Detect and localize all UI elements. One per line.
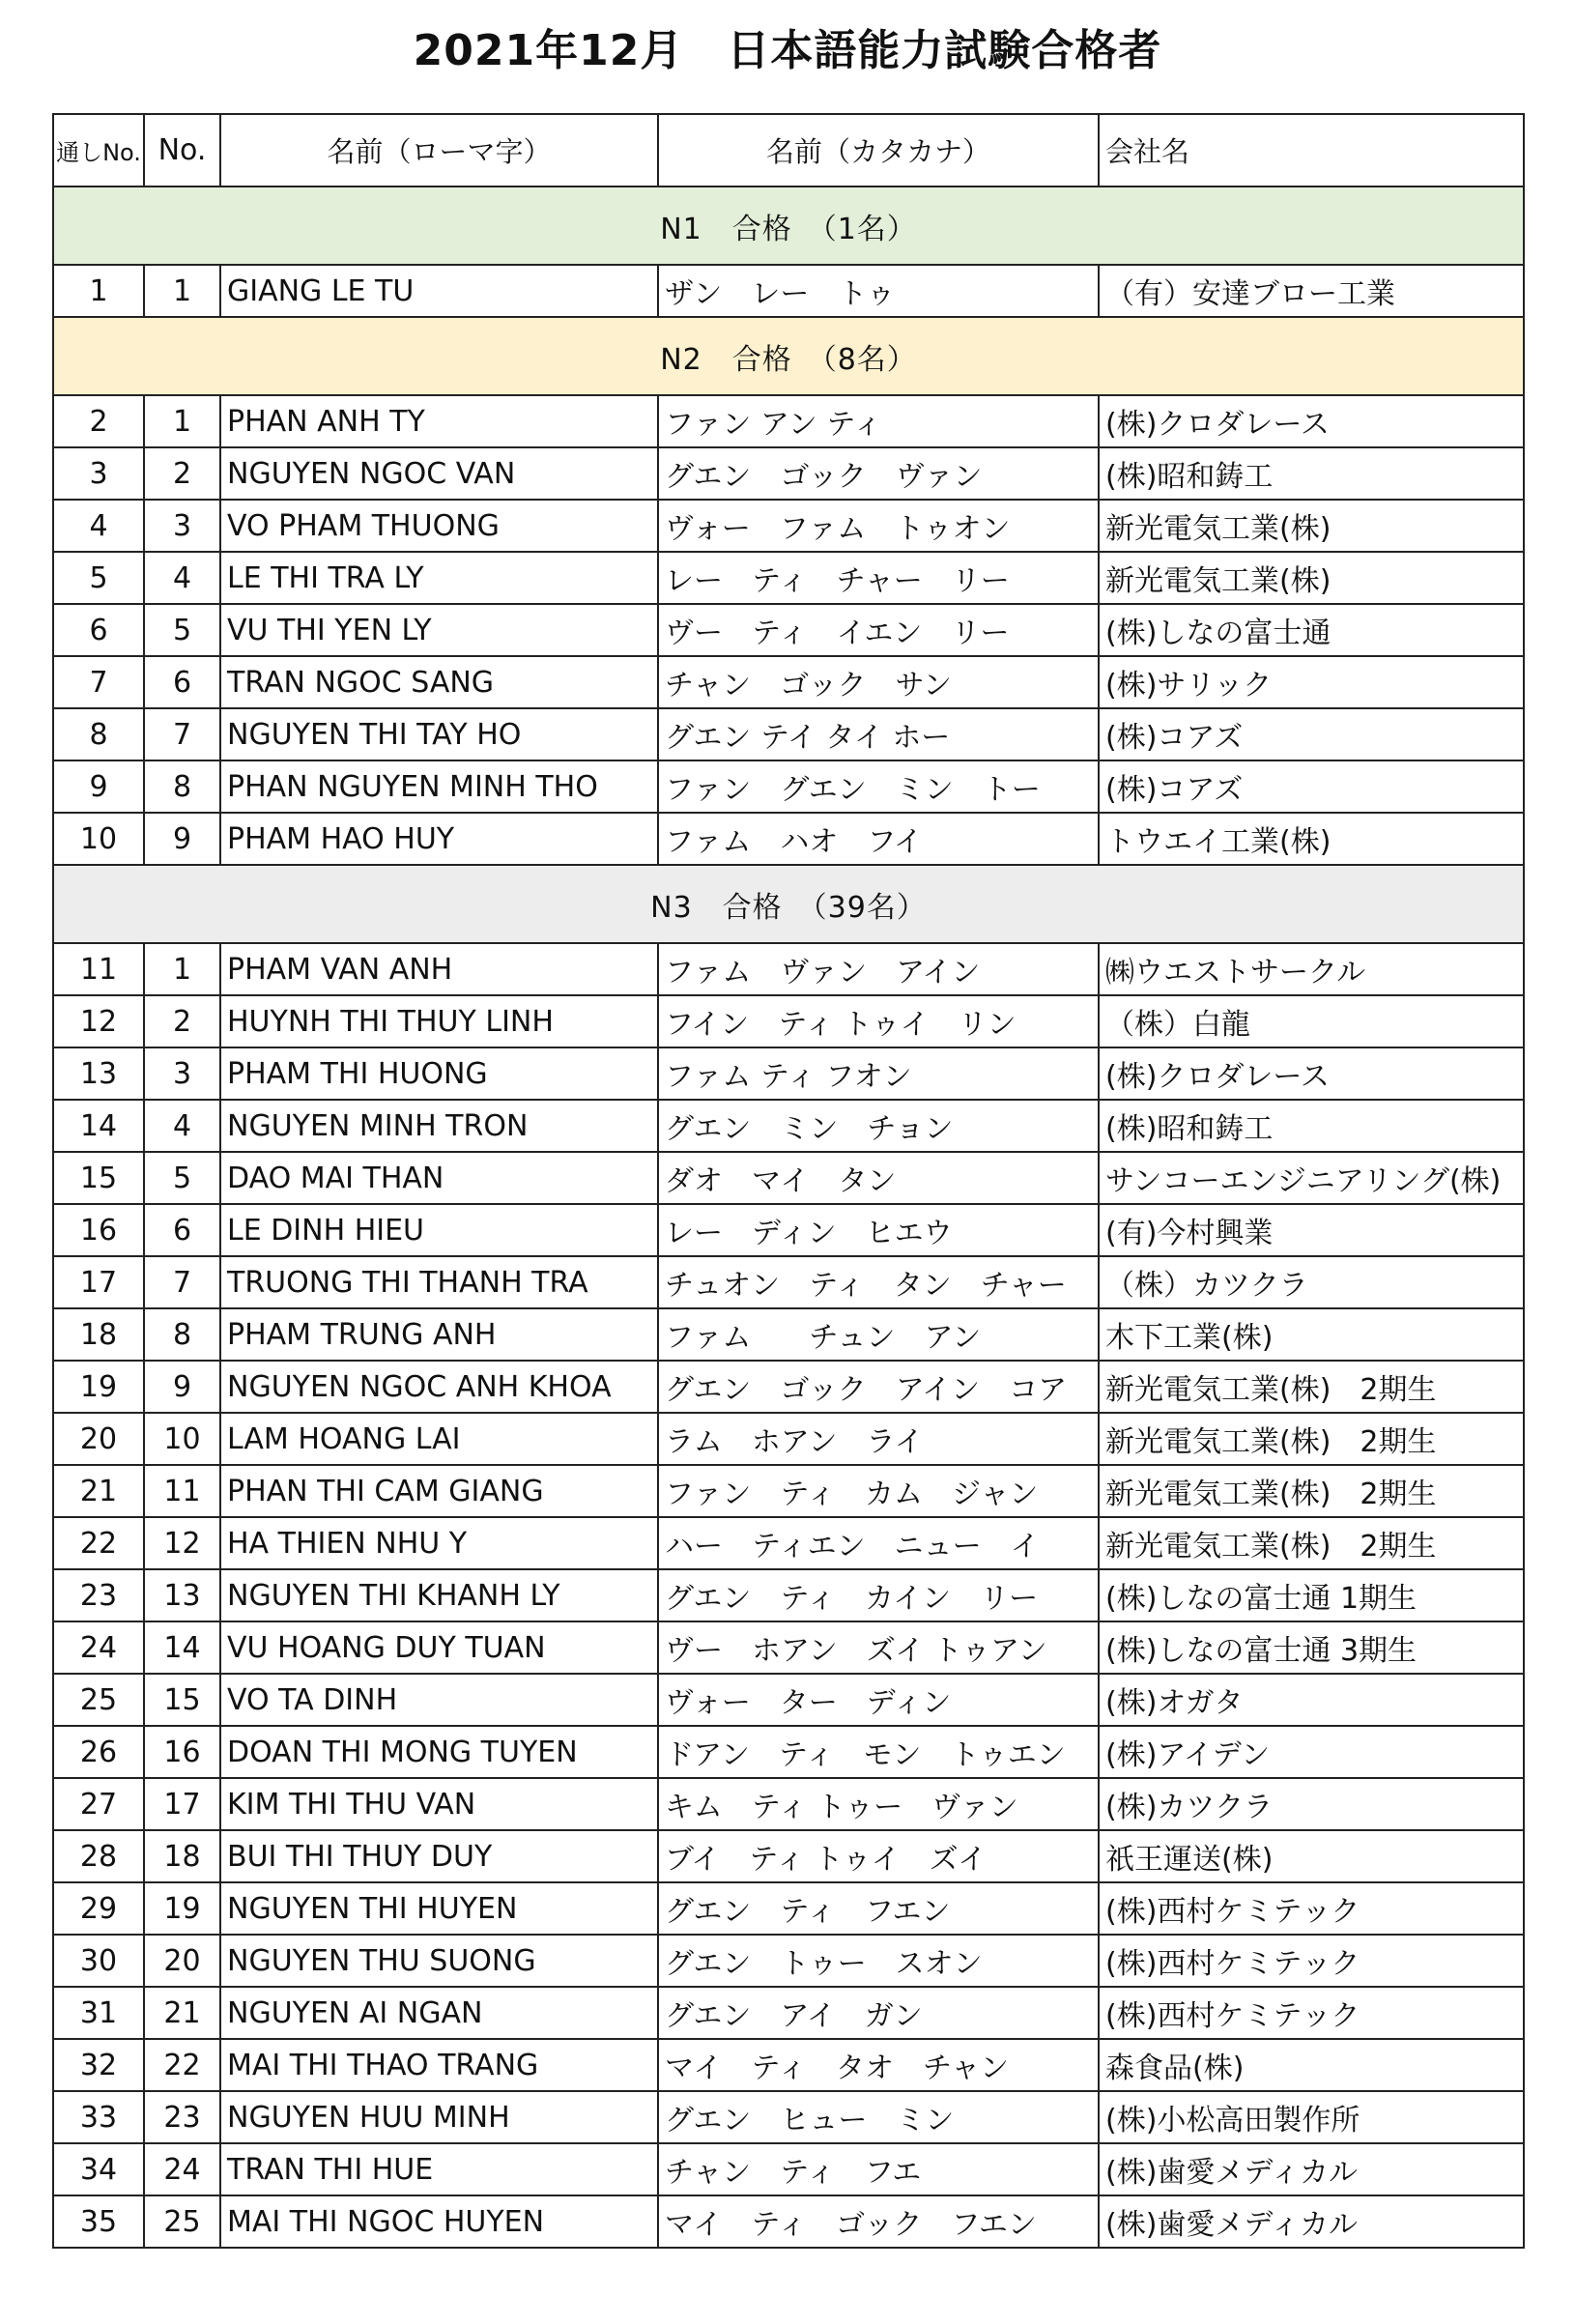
table-row: [53, 604, 1524, 656]
cell-name-romaji: PHAM TRUNG ANH: [220, 1308, 658, 1361]
cell-no: 20: [144, 1935, 220, 1987]
cell-name-katakana: ファン アン ティ: [658, 395, 1099, 447]
cell-seq-no: 4: [53, 500, 144, 552]
cell-seq-no: 12: [53, 995, 144, 1047]
cell-name-romaji: HA THIEN NHU Y: [220, 1517, 658, 1569]
table-row: [53, 995, 1524, 1047]
cell-name-romaji: NGUYEN NGOC VAN: [220, 447, 658, 500]
table-row: [53, 1935, 1524, 1987]
cell-name-katakana: レー ディン ヒエウ: [658, 1204, 1099, 1256]
cell-company: 新光電気工業(株): [1099, 500, 1524, 552]
cell-name-katakana: チュオン ティ タン チャー: [658, 1256, 1099, 1308]
cell-name-romaji: HUYNH THI THUY LINH: [220, 995, 658, 1047]
page-title: 2021年12月 日本語能力試験合格者: [413, 26, 1162, 75]
cell-seq-no: 19: [53, 1361, 144, 1413]
cell-name-katakana: グエン トゥー スオン: [658, 1935, 1099, 1987]
header-row: [53, 114, 1524, 186]
cell-seq-no: 7: [53, 656, 144, 708]
cell-name-romaji: KIM THI THU VAN: [220, 1778, 658, 1830]
cell-no: 2: [144, 995, 220, 1047]
table-row: [53, 1047, 1524, 1100]
cell-no: 6: [144, 656, 220, 708]
table-row: [53, 1987, 1524, 2039]
cell-seq-no: 29: [53, 1882, 144, 1935]
cell-no: 1: [144, 395, 220, 447]
cell-no: 1: [144, 265, 220, 317]
cell-name-katakana: グエン ヒュー ミン: [658, 2091, 1099, 2143]
cell-seq-no: 34: [53, 2143, 144, 2195]
cell-no: 6: [144, 1204, 220, 1256]
table-row: [53, 760, 1524, 813]
cell-no: 10: [144, 1413, 220, 1465]
cell-seq-no: 21: [53, 1465, 144, 1517]
cell-company: 新光電気工業(株) 2期生: [1099, 1413, 1524, 1465]
cell-name-romaji: VO PHAM THUONG: [220, 500, 658, 552]
cell-name-romaji: LE DINH HIEU: [220, 1204, 658, 1256]
cell-company: (株)しなの富士通 1期生: [1099, 1569, 1524, 1621]
cell-seq-no: 25: [53, 1674, 144, 1726]
cell-name-romaji: MAI THI THAO TRANG: [220, 2039, 658, 2091]
cell-no: 16: [144, 1726, 220, 1778]
header-seq-no: 通しNo.: [53, 114, 144, 186]
cell-no: 7: [144, 1256, 220, 1308]
table-row: [53, 1204, 1524, 1256]
table-row: [53, 2039, 1524, 2091]
cell-seq-no: 27: [53, 1778, 144, 1830]
cell-no: 9: [144, 813, 220, 865]
cell-seq-no: 23: [53, 1569, 144, 1621]
cell-company: (株)西村ケミテック: [1099, 1987, 1524, 2039]
cell-company: (株)西村ケミテック: [1099, 1882, 1524, 1935]
cell-name-katakana: ザン レー トゥ: [658, 265, 1099, 317]
cell-no: 14: [144, 1621, 220, 1674]
cell-no: 8: [144, 1308, 220, 1361]
table-row: [53, 2143, 1524, 2195]
cell-company: (株)オガタ: [1099, 1674, 1524, 1726]
cell-seq-no: 35: [53, 2195, 144, 2248]
cell-name-romaji: GIANG LE TU: [220, 265, 658, 317]
cell-company: (株)カツクラ: [1099, 1778, 1524, 1830]
cell-name-katakana: ハー ティエン ニュー イ: [658, 1517, 1099, 1569]
table-row: [53, 1152, 1524, 1204]
section-header-row: [53, 865, 1524, 943]
table-row: [53, 1726, 1524, 1778]
cell-company: (株)歯愛メディカル: [1099, 2195, 1524, 2248]
cell-name-romaji: NGUYEN MINH TRON: [220, 1100, 658, 1152]
cell-name-romaji: DAO MAI THAN: [220, 1152, 658, 1204]
section-label: N3 合格 （39名）: [53, 865, 1524, 943]
section-label: N1 合格 （1名）: [53, 186, 1524, 265]
cell-seq-no: 16: [53, 1204, 144, 1256]
header-name-romaji: 名前（ローマ字）: [220, 114, 658, 186]
cell-seq-no: 31: [53, 1987, 144, 2039]
table-row: [53, 395, 1524, 447]
table-row: [53, 265, 1524, 317]
table-row: [53, 943, 1524, 995]
cell-name-romaji: MAI THI NGOC HUYEN: [220, 2195, 658, 2248]
cell-no: 18: [144, 1830, 220, 1882]
cell-company: 新光電気工業(株): [1099, 552, 1524, 604]
cell-name-romaji: DOAN THI MONG TUYEN: [220, 1726, 658, 1778]
cell-name-romaji: PHAM VAN ANH: [220, 943, 658, 995]
cell-seq-no: 15: [53, 1152, 144, 1204]
cell-company: 木下工業(株): [1099, 1308, 1524, 1361]
cell-seq-no: 20: [53, 1413, 144, 1465]
table-row: [53, 2195, 1524, 2248]
cell-name-romaji: NGUYEN THI KHANH LY: [220, 1569, 658, 1621]
cell-seq-no: 33: [53, 2091, 144, 2143]
cell-company: サンコーエンジニアリング(株): [1099, 1152, 1524, 1204]
cell-name-katakana: レー ティ チャー リー: [658, 552, 1099, 604]
cell-company: (株)昭和鋳工: [1099, 447, 1524, 500]
cell-name-romaji: NGUYEN AI NGAN: [220, 1987, 658, 2039]
cell-company: トウエイ工業(株): [1099, 813, 1524, 865]
cell-no: 22: [144, 2039, 220, 2091]
cell-company: (株)アイデン: [1099, 1726, 1524, 1778]
cell-seq-no: 14: [53, 1100, 144, 1152]
cell-no: 8: [144, 760, 220, 813]
cell-no: 11: [144, 1465, 220, 1517]
cell-name-katakana: ブイ ティ トゥイ ズイ: [658, 1830, 1099, 1882]
cell-no: 3: [144, 500, 220, 552]
cell-name-katakana: グエン ティ フエン: [658, 1882, 1099, 1935]
table-row: [53, 1100, 1524, 1152]
cell-name-romaji: TRAN THI HUE: [220, 2143, 658, 2195]
cell-seq-no: 9: [53, 760, 144, 813]
table-row: [53, 1465, 1524, 1517]
cell-name-romaji: LE THI TRA LY: [220, 552, 658, 604]
cell-name-katakana: ドアン ティ モン トゥエン: [658, 1726, 1099, 1778]
cell-company: 祇王運送(株): [1099, 1830, 1524, 1882]
table-row: [53, 500, 1524, 552]
table-row: [53, 1361, 1524, 1413]
cell-name-romaji: PHAN NGUYEN MINH THO: [220, 760, 658, 813]
cell-company: (株)サリック: [1099, 656, 1524, 708]
cell-name-katakana: グエン ティ カイン リー: [658, 1569, 1099, 1621]
cell-name-romaji: VU HOANG DUY TUAN: [220, 1621, 658, 1674]
cell-name-romaji: PHAN ANH TY: [220, 395, 658, 447]
cell-name-romaji: NGUYEN THI TAY HO: [220, 708, 658, 760]
cell-no: 19: [144, 1882, 220, 1935]
table-row: [53, 1413, 1524, 1465]
cell-name-romaji: NGUYEN HUU MINH: [220, 2091, 658, 2143]
cell-name-katakana: グエン ゴック アイン コア: [658, 1361, 1099, 1413]
table-row: [53, 1882, 1524, 1935]
cell-name-katakana: チャン ゴック サン: [658, 656, 1099, 708]
cell-company: (株)コアズ: [1099, 760, 1524, 813]
cell-company: (有)今村興業: [1099, 1204, 1524, 1256]
cell-name-katakana: ヴー ティ イエン リー: [658, 604, 1099, 656]
cell-name-katakana: グエン ゴック ヴァン: [658, 447, 1099, 500]
table-row: [53, 1308, 1524, 1361]
cell-seq-no: 28: [53, 1830, 144, 1882]
cell-name-katakana: マイ ティ タオ チャン: [658, 2039, 1099, 2091]
cell-no: 3: [144, 1047, 220, 1100]
cell-company: 新光電気工業(株) 2期生: [1099, 1517, 1524, 1569]
cell-no: 25: [144, 2195, 220, 2248]
cell-name-katakana: ファム ヴァン アイン: [658, 943, 1099, 995]
cell-name-katakana: ヴォー ファム トゥオン: [658, 500, 1099, 552]
cell-no: 13: [144, 1569, 220, 1621]
cell-name-romaji: PHAM THI HUONG: [220, 1047, 658, 1100]
table-row: [53, 1674, 1524, 1726]
cell-no: 4: [144, 552, 220, 604]
cell-company: (株)しなの富士通 3期生: [1099, 1621, 1524, 1674]
cell-seq-no: 26: [53, 1726, 144, 1778]
cell-company: 森食品(株): [1099, 2039, 1524, 2091]
cell-name-katakana: ヴォー ター ディン: [658, 1674, 1099, 1726]
header-company: 会社名: [1099, 114, 1524, 186]
cell-no: 5: [144, 604, 220, 656]
table-row: [53, 1256, 1524, 1308]
cell-company: (株)西村ケミテック: [1099, 1935, 1524, 1987]
cell-company: (株)歯愛メディカル: [1099, 2143, 1524, 2195]
cell-company: （有）安達ブロー工業: [1099, 265, 1524, 317]
cell-name-katakana: ダオ マイ タン: [658, 1152, 1099, 1204]
cell-no: 4: [144, 1100, 220, 1152]
cell-company: 新光電気工業(株) 2期生: [1099, 1361, 1524, 1413]
cell-name-romaji: TRUONG THI THANH TRA: [220, 1256, 658, 1308]
cell-name-katakana: ファム ティ フオン: [658, 1047, 1099, 1100]
cell-name-katakana: ラム ホアン ライ: [658, 1413, 1099, 1465]
table-row: [53, 708, 1524, 760]
cell-name-romaji: BUI THI THUY DUY: [220, 1830, 658, 1882]
cell-no: 21: [144, 1987, 220, 2039]
cell-seq-no: 1: [53, 265, 144, 317]
cell-name-romaji: PHAN THI CAM GIANG: [220, 1465, 658, 1517]
table-row: [53, 1569, 1524, 1621]
cell-name-romaji: NGUYEN THU SUONG: [220, 1935, 658, 1987]
cell-seq-no: 13: [53, 1047, 144, 1100]
cell-seq-no: 8: [53, 708, 144, 760]
cell-company: （株）白龍: [1099, 995, 1524, 1047]
cell-no: 17: [144, 1778, 220, 1830]
cell-name-katakana: ファム チュン アン: [658, 1308, 1099, 1361]
cell-name-romaji: TRAN NGOC SANG: [220, 656, 658, 708]
cell-no: 24: [144, 2143, 220, 2195]
section-header-row: [53, 317, 1524, 395]
table-row: [53, 447, 1524, 500]
cell-seq-no: 17: [53, 1256, 144, 1308]
cell-seq-no: 18: [53, 1308, 144, 1361]
cell-name-katakana: マイ ティ ゴック フエン: [658, 2195, 1099, 2248]
cell-company: (株)しなの富士通: [1099, 604, 1524, 656]
table-row: [53, 656, 1524, 708]
cell-no: 7: [144, 708, 220, 760]
cell-name-romaji: VU THI YEN LY: [220, 604, 658, 656]
section-header-row: [53, 186, 1524, 265]
cell-name-katakana: グエン ミン チョン: [658, 1100, 1099, 1152]
cell-name-katakana: ヴー ホアン ズイ トゥアン: [658, 1621, 1099, 1674]
cell-name-katakana: キム ティ トゥー ヴァン: [658, 1778, 1099, 1830]
table-row: [53, 1621, 1524, 1674]
table-row: [53, 552, 1524, 604]
cell-company: (株)クロダレース: [1099, 1047, 1524, 1100]
header-name-katakana: 名前（カタカナ）: [658, 114, 1099, 186]
cell-company: (株)昭和鋳工: [1099, 1100, 1524, 1152]
cell-name-katakana: チャン ティ フエ: [658, 2143, 1099, 2195]
cell-company: （株）カツクラ: [1099, 1256, 1524, 1308]
cell-seq-no: 30: [53, 1935, 144, 1987]
cell-no: 1: [144, 943, 220, 995]
cell-seq-no: 5: [53, 552, 144, 604]
table-row: [53, 813, 1524, 865]
cell-seq-no: 6: [53, 604, 144, 656]
cell-name-katakana: フイン ティ トゥイ リン: [658, 995, 1099, 1047]
cell-name-romaji: PHAM HAO HUY: [220, 813, 658, 865]
section-label: N2 合格 （8名）: [53, 317, 1524, 395]
cell-name-romaji: VO TA DINH: [220, 1674, 658, 1726]
cell-name-katakana: ファン グエン ミン トー: [658, 760, 1099, 813]
cell-company: (株)コアズ: [1099, 708, 1524, 760]
table-row: [53, 1517, 1524, 1569]
cell-seq-no: 10: [53, 813, 144, 865]
cell-company: 新光電気工業(株) 2期生: [1099, 1465, 1524, 1517]
cell-company: (株)小松高田製作所: [1099, 2091, 1524, 2143]
table-row: [53, 1778, 1524, 1830]
cell-no: 23: [144, 2091, 220, 2143]
cell-no: 9: [144, 1361, 220, 1413]
cell-no: 15: [144, 1674, 220, 1726]
cell-name-romaji: NGUYEN NGOC ANH KHOA: [220, 1361, 658, 1413]
cell-name-katakana: ファム ハオ フイ: [658, 813, 1099, 865]
cell-name-romaji: NGUYEN THI HUYEN: [220, 1882, 658, 1935]
cell-company: ㈱ウエストサークル: [1099, 943, 1524, 995]
header-no: No.: [144, 114, 220, 186]
cell-seq-no: 11: [53, 943, 144, 995]
cell-seq-no: 24: [53, 1621, 144, 1674]
cell-no: 2: [144, 447, 220, 500]
table-row: [53, 2091, 1524, 2143]
cell-name-romaji: LAM HOANG LAI: [220, 1413, 658, 1465]
passers-table: [52, 113, 1525, 2249]
cell-company: (株)クロダレース: [1099, 395, 1524, 447]
cell-seq-no: 2: [53, 395, 144, 447]
cell-name-katakana: グエン アイ ガン: [658, 1987, 1099, 2039]
cell-seq-no: 3: [53, 447, 144, 500]
cell-name-katakana: グエン テイ タイ ホー: [658, 708, 1099, 760]
cell-seq-no: 22: [53, 1517, 144, 1569]
cell-name-katakana: ファン ティ カム ジャン: [658, 1465, 1099, 1517]
cell-no: 5: [144, 1152, 220, 1204]
cell-no: 12: [144, 1517, 220, 1569]
cell-seq-no: 32: [53, 2039, 144, 2091]
table-row: [53, 1830, 1524, 1882]
